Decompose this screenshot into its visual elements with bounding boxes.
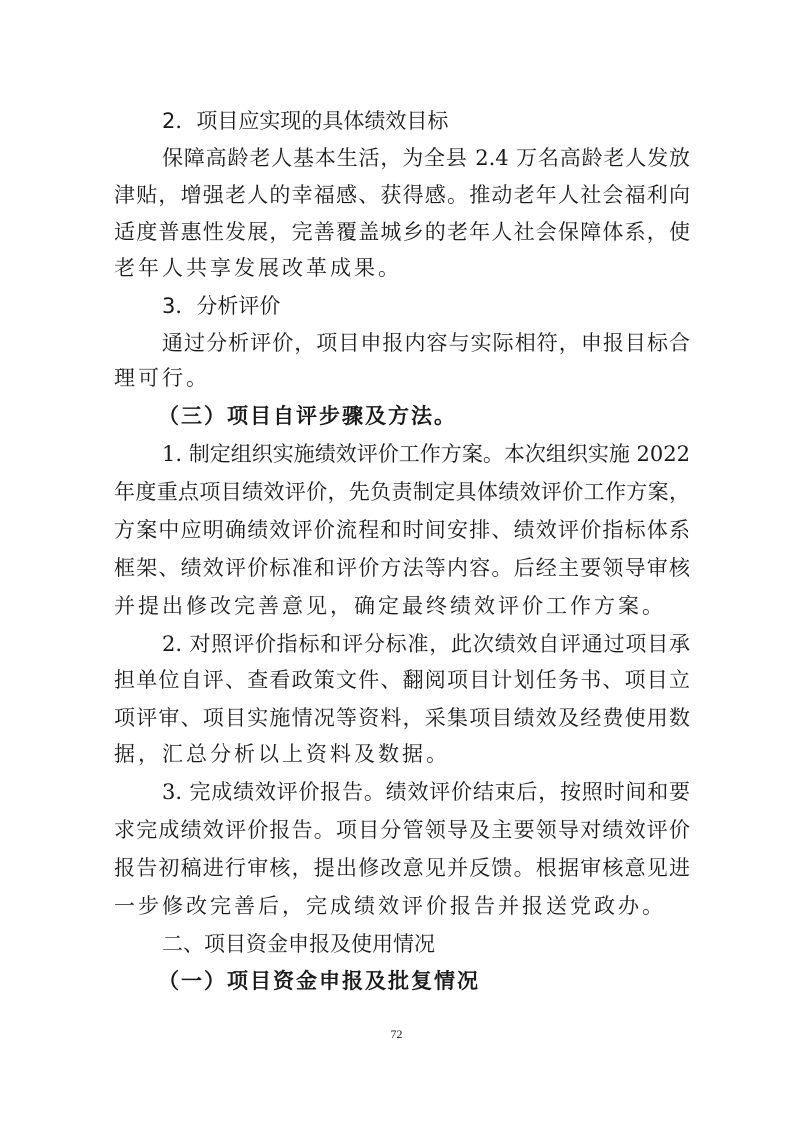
- paragraph-line: 据，汇总分析以上资料及数据。: [114, 742, 450, 766]
- paragraph-line: 方案中应明确绩效评价流程和时间安排、绩效评价指标体系: [114, 518, 690, 542]
- paragraph-line: 年度重点项目绩效评价，先负责制定具体绩效评价工作方案，: [114, 480, 690, 504]
- paragraph-line: 1. 制定组织实施绩效评价工作方案。本次组织实施 2022: [162, 442, 690, 466]
- paragraph-line: 并提出修改完善意见，确定最终绩效评价工作方案。: [114, 594, 666, 618]
- paragraph-line: 3. 完成绩效评价报告。绩效评价结束后，按照时间和要: [162, 780, 690, 804]
- paragraph-line: 理可行。: [114, 366, 210, 390]
- paragraph-line: 求完成绩效评价报告。项目分管领导及主要领导对绩效评价: [114, 818, 690, 842]
- paragraph-line: 一步修改完善后，完成绩效评价报告并报送党政办。: [114, 894, 666, 918]
- subheading-analysis: 3．分析评价: [162, 294, 281, 318]
- paragraph-line: 框架、绩效评价标准和评价方法等内容。后经主要领导审核: [114, 556, 690, 580]
- paragraph-line: 适度普惠性发展，完善覆盖城乡的老年人社会保障体系，使: [114, 220, 690, 244]
- paragraph-line: 通过分析评价，项目申报内容与实际相符，申报目标合: [162, 331, 690, 355]
- paragraph-line: 2. 对照评价指标和评分标准，此次绩效自评通过项目承: [162, 632, 690, 656]
- paragraph-line: 担单位自评、查看政策文件、翻阅项目计划任务书、项目立: [114, 668, 690, 692]
- section-heading-self-evaluation: （三）项目自评步骤及方法。: [158, 403, 457, 428]
- paragraph-line: 项评审、项目实施情况等资料，采集项目绩效及经费使用数: [114, 706, 690, 730]
- subsection-heading-funding-approval: （一）项目资金申报及批复情况: [158, 968, 480, 993]
- paragraph-line: 保障高龄老人基本生活，为全县 2.4 万名高龄老人发放: [162, 146, 690, 170]
- section-heading-funding: 二、项目资金申报及使用情况: [162, 932, 435, 956]
- paragraph-line: 老年人共享发展改革成果。: [114, 256, 402, 280]
- paragraph-line: 津贴，增强老人的幸福感、获得感。推动老年人社会福利向: [114, 183, 690, 207]
- page-number: 72: [390, 1027, 403, 1041]
- subheading-performance-goals: 2．项目应实现的具体绩效目标: [162, 109, 449, 133]
- paragraph-line: 报告初稿进行审核，提出修改意见并反馈。根据审核意见进: [114, 856, 690, 880]
